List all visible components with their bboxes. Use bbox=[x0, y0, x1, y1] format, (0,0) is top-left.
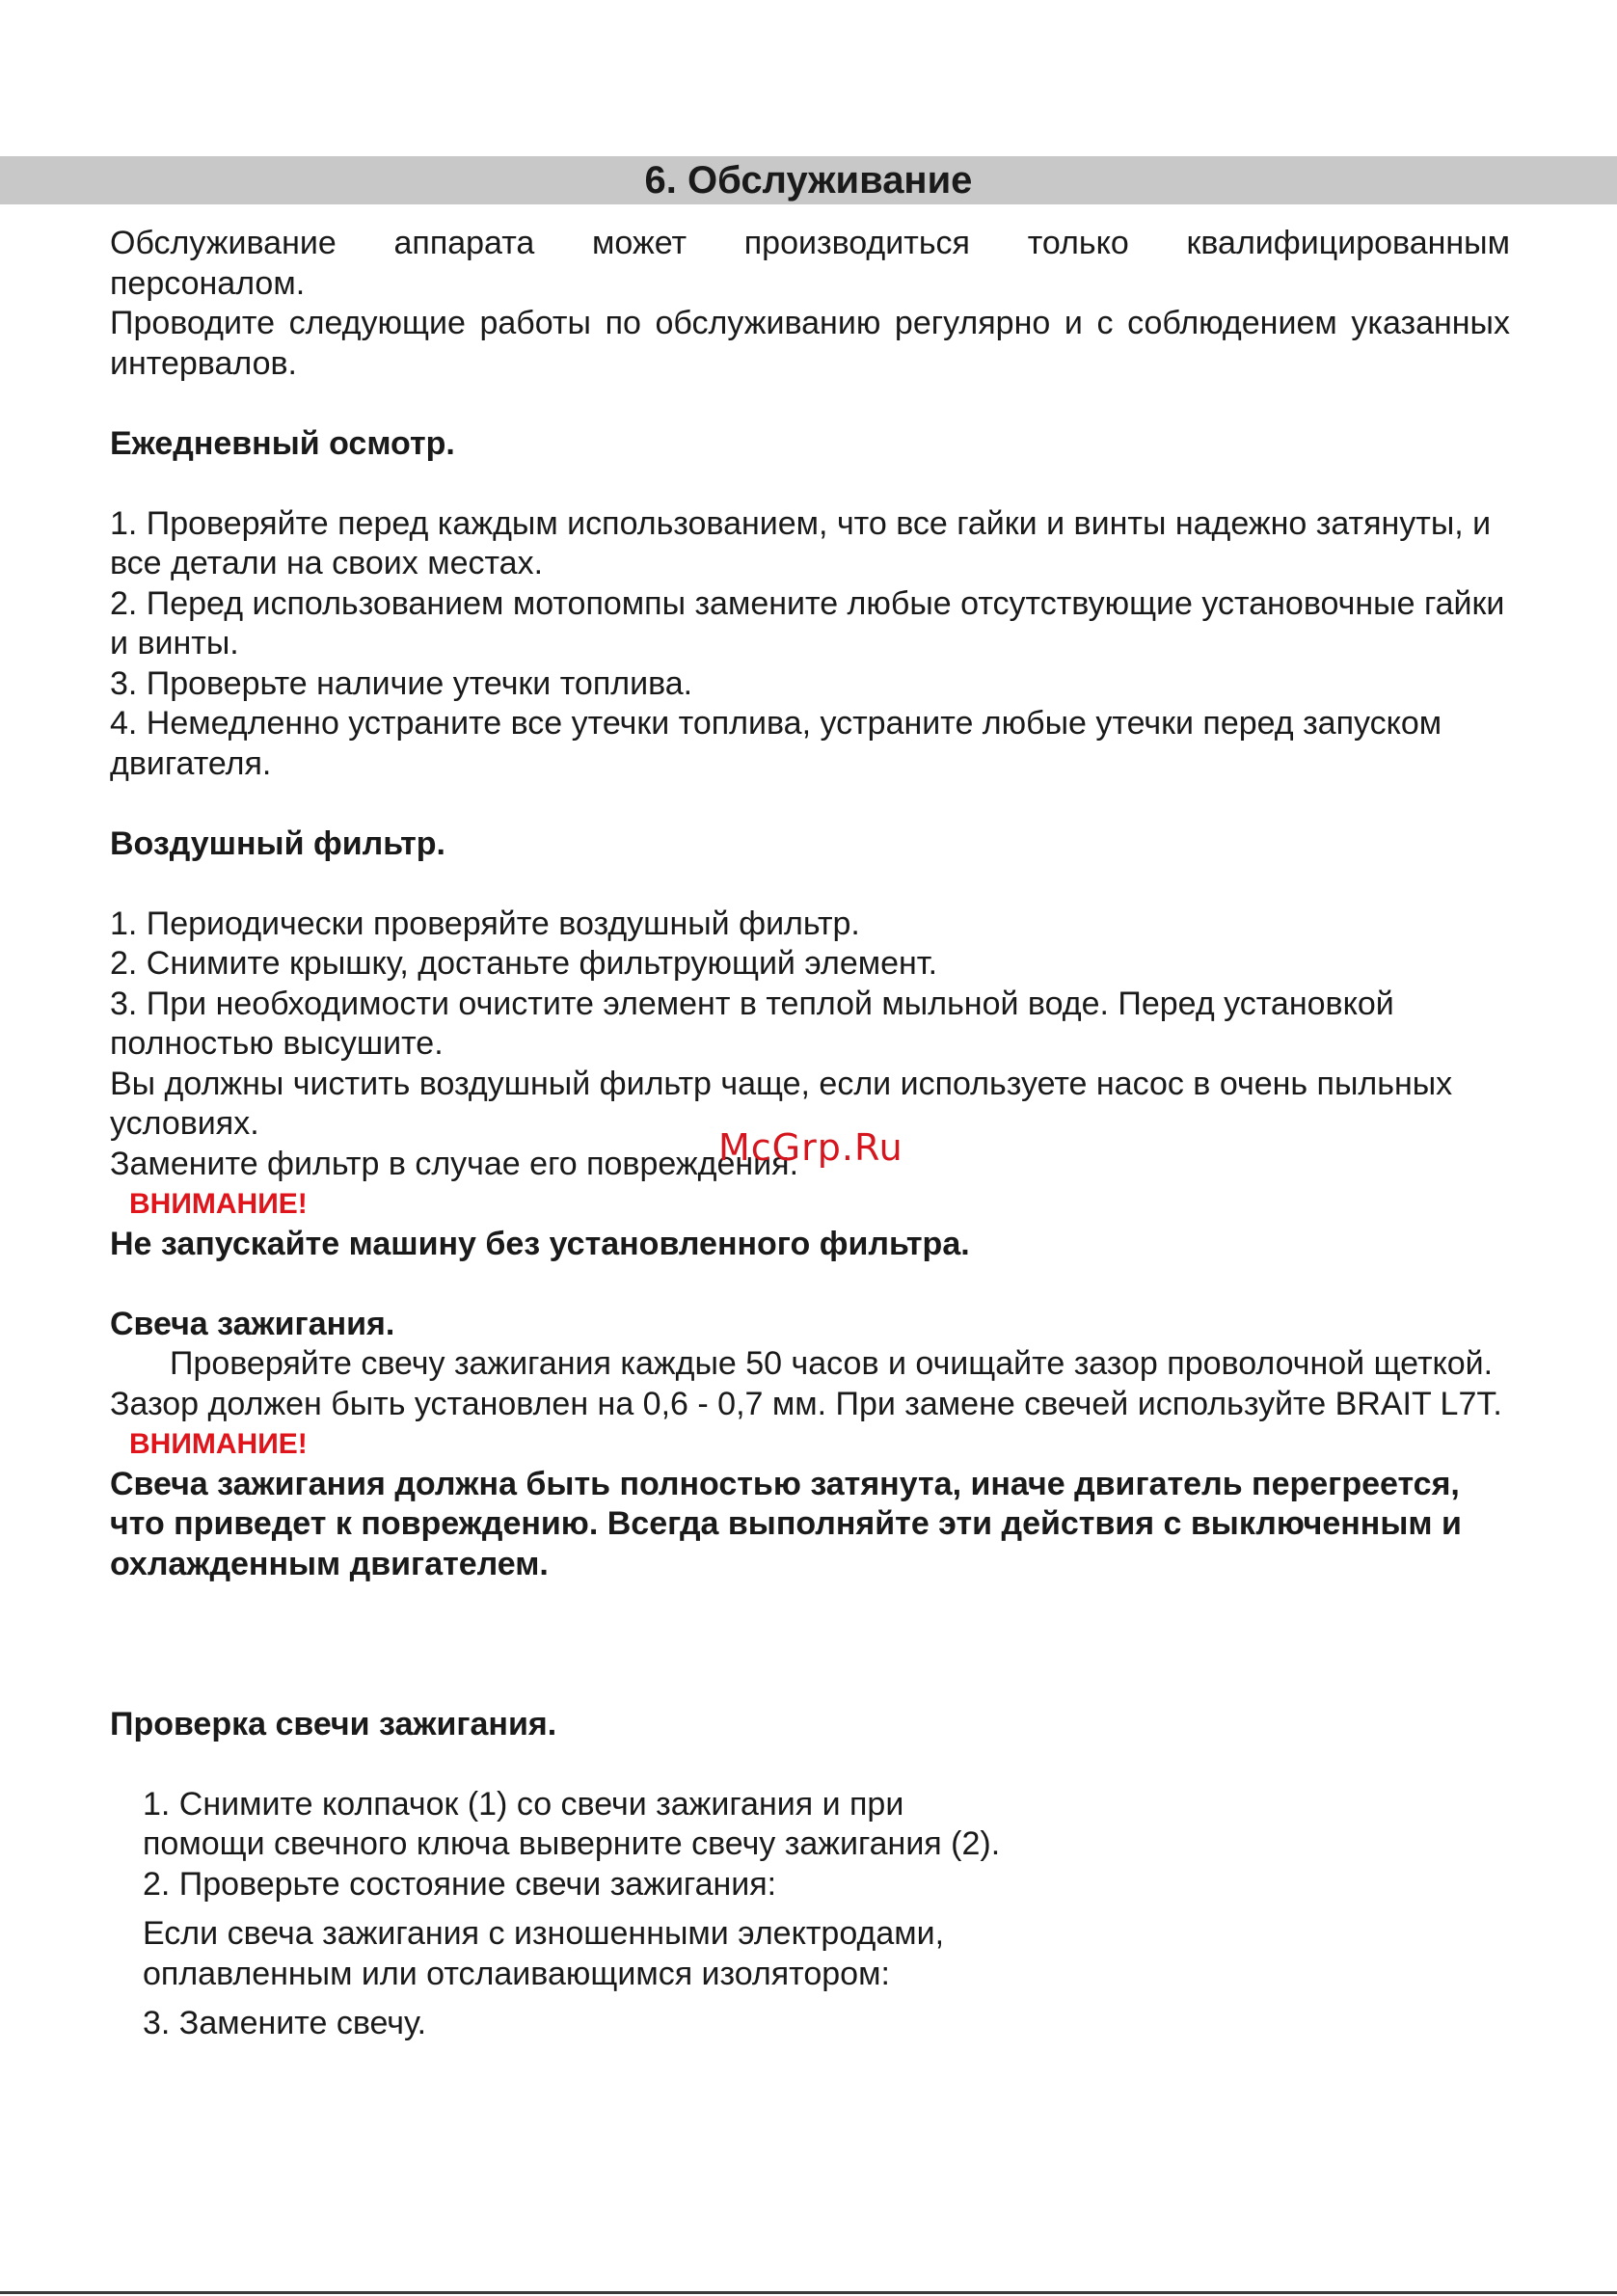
spark-plug-warning-text: Свеча зажигания должна быть полностью затянута, иначе двигатель перегреется, что приведет к повреждению. Всегда выполняйте эти действия с выключенным и охлажденным двигателем. bbox=[110, 1465, 1462, 1582]
spark-plug-text: Проверяйте свечу зажигания каждые 50 часов и очищайте зазор проволочной щеткой. Зазор должен быть установлен на 0,6 - 0,7 мм. При замене свечей используйте BRAIT L7T. bbox=[110, 1345, 1502, 1422]
intro-line-2: персоналом. bbox=[110, 264, 306, 302]
plug-check-heading: Проверка свечи зажигания. bbox=[110, 1705, 557, 1742]
plug-check-step-1-line-2: помощи свечного ключа выверните свечу зажигания (2). bbox=[143, 1825, 1001, 1862]
watermark: McGrp.Ru bbox=[718, 1126, 903, 1169]
warning-label: ВНИМАНИЕ! bbox=[129, 1188, 308, 1220]
air-filter-warning-text: Не запускайте машину без установленного фильтра. bbox=[110, 1225, 970, 1262]
daily-item-3: 3. Проверьте наличие утечки топлива. bbox=[110, 664, 693, 702]
plug-check-step-1-line-1: 1. Снимите колпачок (1) со свечи зажигания и при bbox=[143, 1785, 904, 1823]
section-title: 6. Обслуживание bbox=[644, 159, 973, 202]
warning-label: ВНИМАНИЕ! bbox=[129, 1428, 308, 1460]
air-filter-item-1: 1. Периодически проверяйте воздушный фильтр. bbox=[110, 905, 860, 942]
air-filter-replace: Замените фильтр в случае его повреждения. bbox=[110, 1145, 799, 1182]
daily-item-2: 2. Перед использованием мотопомпы замените любые отсутствующие установочные гайки и винты. bbox=[110, 584, 1505, 662]
daily-inspection-heading: Ежедневный осмотр. bbox=[110, 424, 455, 462]
spark-plug-heading: Свеча зажигания. bbox=[110, 1305, 395, 1342]
plug-check-condition-line-2: оплавленным или отслаивающимся изолятором: bbox=[143, 1955, 890, 1992]
air-filter-item-2: 2. Снимите крышку, достаньте фильтрующий элемент. bbox=[110, 945, 938, 982]
plug-check-steps bbox=[110, 1785, 1510, 2044]
plug-check-condition-line-1: Если свеча зажигания с изношенными электродами, bbox=[143, 1915, 945, 1952]
intro-paragraph-2: Проводите следующие работы по обслуживанию регулярно и с соблюдением указанных интервалов. bbox=[110, 305, 1510, 382]
intro-line-1: Обслуживание аппарата может производиться только квалифицированным bbox=[110, 225, 1510, 261]
air-filter-note: Вы должны чистить воздушный фильтр чаще, если используете насос в очень пыльных условиях. bbox=[110, 1065, 1453, 1142]
page-bottom-rule bbox=[0, 2291, 1617, 2294]
daily-item-1: 1. Проверяйте перед каждым использованием, что все гайки и винты надежно затянуты, и все детали на своих местах. bbox=[110, 504, 1492, 581]
plug-check-step-3: 3. Замените свечу. bbox=[143, 2005, 427, 2041]
air-filter-item-3: 3. При необходимости очистите элемент в теплой мыльной воде. Перед установкой полностью высушите. bbox=[110, 985, 1394, 1062]
daily-item-4: 4. Немедленно устраните все утечки топлива, устраните любые утечки перед запуском двигателя. bbox=[110, 705, 1442, 782]
plug-check-step-2: 2. Проверьте состояние свечи зажигания: bbox=[143, 1865, 777, 1903]
air-filter-heading: Воздушный фильтр. bbox=[110, 824, 445, 862]
